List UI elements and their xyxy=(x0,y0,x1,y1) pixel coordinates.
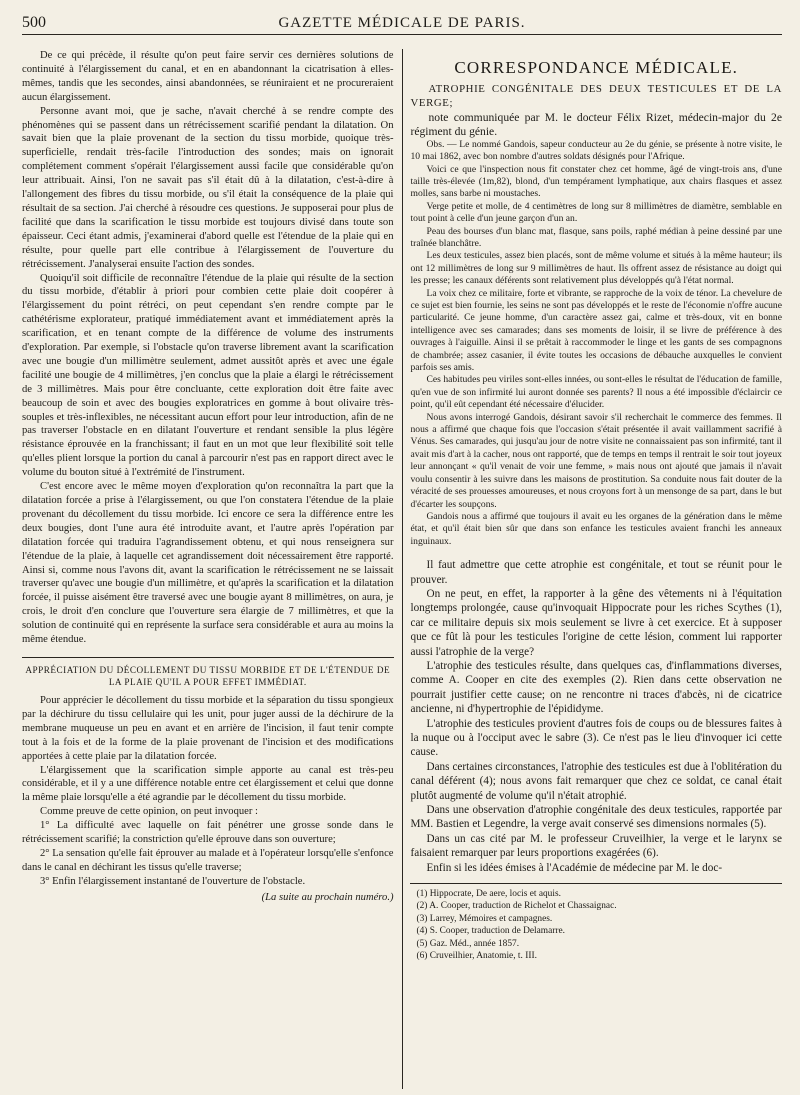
two-column-body xyxy=(22,49,782,1089)
list-item: 2° La sensation qu'elle fait éprouver au malade et à l'opérateur lorsqu'elle s'enfonce dans le canal en déchirant les tissus qu'elle traverse; xyxy=(22,847,394,873)
left-paragraph: C'est encore avec le même moyen d'exploration qu'on reconnaîtra la part que la dilatation forcée a prise à l'élargissement, ou que l'on constatera l'étendue de la plaie provenant du décollement du tissu morbide. Ici encore ce sera la différence entre les deux bougies, dont l'une aura été introduite avant, et l'autre après l'opération par dilatation forcée qui traduira l'agrandissement obtenu, et qui nous renseignera sur l'étendue de la plaie, à laquelle cet agrandissement doit nécessairement être rapporté. Ainsi si, comme nous l'avons dit, avant la scarification le rétrécissement ne se laissait traverser qu'avec une bougie d'un millimètre, et qu'après la scarification et la dilatation forcée, il puisse aisément être traversé avec une bougie ayant 8 millimètres, on aura, je crois, le droit d'en conclure que l'ouverture sera élargie de 7 millimètres, et que la solution de continuité qui en représente la surface sera considérable et aura au moins la même étendue. xyxy=(22,481,394,646)
section-paragraph: L'élargissement que la scarification simple apporte au canal est très-peu considérable, et il y a une différence notable entre cet élargissement et celui que donne la même plaie lorsqu'elle a été agrandie par le décollement du tissu morbide. xyxy=(22,764,394,804)
right-column xyxy=(402,49,782,1089)
footnote: (6) Cruveilhier, Anatomie, t. III. xyxy=(416,951,537,962)
article-byline: note communiquée par M. le docteur Félix Rizet, médecin-major du 2e régiment du génie. xyxy=(410,110,782,138)
left-paragraph: De ce qui précède, il résulte qu'on peut faire servir ces dernières solutions de continuité à l'élargissement du canal, et en en abandonnant la cicatrisation à elles-mêmes, tandis que les secondes, ainsi abandonnées, se réuniraient et ne procureraient aucun élargissement. xyxy=(22,50,394,103)
discussion-paragraph: Il faut admettre que cette atrophie est congénitale, et tout se réunit pour le prouver. xyxy=(410,559,782,586)
section-paragraph: Pour apprécier le décollement du tissu morbide et la séparation du tissu spongieux par la déchirure du tissu cellulaire qui les unit, pour juger aussi de la déchirure de la membrane muqueuse un peu en avant et en arrière de l'incision, il faut tenir compte tout à la fois et de la forme de la plaie provenant de l'incision et des modifications apportées à cette plaie par la dilatation forcée. xyxy=(22,694,394,762)
footnote: (3) Larrey, Mémoires et campagnes. xyxy=(416,913,553,924)
left-paragraph: Quoiqu'il soit difficile de reconnaître l'étendue de la plaie qui résulte de la section du tissu morbide, d'établir à priori pour combien cette plaie doit coopérer à l'élargissement du point rétréci, on peut cependant s'en rendre compte par le cathétérisme explorateur, pratiqué immédiatement avant et immédiatement après la scarification, et en tenant compte de la différence de volume des instruments d'exploration. Par exemple, si l'obstacle qu'on traverse librement avant la scarification avec une bougie d'un millimètre seulement, admet aussitôt après et avec une égale facilité une bougie de 4 millimètres, j'en conclus que la plaie a élargi le rétrécissement de 3 millimètres. Mais pour être concluante, cette exploration doit être faite avec beaucoup de soin et avec des bougies exploratrices en gomme à bout olivaire très-souples et très-inflexibles, ne nécessitant aucun effort pour leur introduction, afin de ne pas traverser l'obstacle en en dilatant l'ouverture et rendant sensible la plus légère résistance éprouvée en la franchissant; il faut en un mot que leur flexibilité soit telle qu'elles plient lorsque la portion du canal à parcourir n'est pas en rapport direct avec le volume du bouton situé à l'extrémité de l'instrument. xyxy=(22,272,394,479)
observation-paragraph: Nous avons interrogé Gandois, désirant savoir s'il recherchait le commerce des femmes. Il nous a affirmé que chaque fois que l'occasion s'était présentée il avait vaillamment sacrifié à Vénus. Ses camarades, qui jusqu'au jour de notre visite ne connaissaient pas son infirmité, tant il avait mis d'art à la cacher, nous ont rapporté, que de temps en temps il rentrait le soir tout joyeux leur annonçant « qu'il venait de voir une femme, » mais nous ont ajouté que jamais il n'avait voulu consentir à les suivre dans les maisons de prostitution. Sa conduite nous fait douter de la véracité de ses prouesses amoureuses, et nous croyons fort à un mensonge de sa part, dans le but d'écarter les soupçons. xyxy=(410,411,782,510)
observation-paragraph: Ces habitudes peu viriles sont-elles innées, ou sont-elles le résultat de l'éducation de famille, qu'en vue de son infirmité lui auront donnée ses parents? Il nous a été impossible d'éclaircir ce point, qu'il eût cependant été nécessaire d'élucider. xyxy=(410,374,782,411)
footnote: (2) A. Cooper, traduction de Richelot et Chassaignac. xyxy=(416,901,617,912)
observation-paragraph: Voici ce que l'inspection nous fit constater chez cet homme, âgé de vingt-trois ans, d'une taille très-élevée (1m,82), blond, d'un tempérament lymphatique, aux chairs flasques et assez molles, sans barbe ni moustaches. xyxy=(410,163,782,200)
observation-paragraph: Gandois nous a affirmé que toujours il avait eu les organes de la génération dans le même état, et qu'il était bien sûr que dans son enfance les testicules avaient franchi les anneaux inguinaux. xyxy=(410,510,782,547)
footnotes xyxy=(410,883,782,962)
list-item: 3° Enfin l'élargissement instantané de l'ouverture de l'obstacle. xyxy=(40,875,306,887)
observation-paragraph: Les deux testicules, assez bien placés, sont de même volume et situés à la même hauteur; ils ont 12 millimètres de long sur 9 millimètres de haut. Ils offrent assez de résistance au doigt qui les presse; les canaux déférents sont relativement plus développés qu'à l'état normal. xyxy=(410,250,782,287)
discussion-paragraph: On ne peut, en effet, la rapporter à la gêne des vêtements ni à l'équitation longtemps prolongée, cause qu'invoquait Hippocrate pour les riches Scythes (1), car ce militaire depuis six mois seulement se livre à cet exercice. Et à supposer que ce fût là pour les testicules l'origine de cette lésion, comment lui rapporter aussi l'atrophie de la verge? xyxy=(410,587,782,658)
continued-note: (La suite au prochain numéro.) xyxy=(261,891,394,903)
observation-paragraph: Obs. — Le nommé Gandois, sapeur conducteur au 2e du génie, se présente à notre visite, le 10 mai 1862, avec bon nombre d'autres soldats désignés pour l'Afrique. xyxy=(410,138,782,163)
observation-paragraph: La voix chez ce militaire, forte et vibrante, se rapproche de la voix de ténor. La chevelure de ce sujet est bien fournie, les seins ne sont pas développés et le reste de l'économie n'offre aucune particularité. Ce jeune homme, d'un caractère assez gai, calme et très-doux, vit en bonne intelligence avec ses camarades; dans ses moments de loisir, il se livre de préférence à des ouvrages à l'aiguille. Ainsi il se prêtait à raccommoder le linge et les gants de ses compagnons de chambrée; assez casanier, il évite toutes les occasions de débauche auxquelles le convient parfois ses amis. xyxy=(410,287,782,374)
observation-paragraph: Verge petite et molle, de 4 centimètres de long sur 8 millimètres de diamètre, semblable en tout point à celle d'un jeune garçon d'un an. xyxy=(410,200,782,225)
observation-block xyxy=(410,139,782,548)
left-paragraph: Personne avant moi, que je sache, n'avait cherché à se rendre compte des phénomènes qui se passent dans un rétrécissement scarifié pendant la dilatation. On savait bien que la plaie provenant de la section du tissu morbide, quoique très-superficielle, rendait très-facile l'introduction des sondes; mais on ignorait complétement comment s'opérait l'élargissement aussi facile que considérable qu'on leur attribuait. Ainsi, l'on ne savait pas s'il était dû à la dilatation, c'est-à-dire à l'allongement des fibres du tissu morbide, ou s'il était la conséquence de la plaie qui résultait de sa section. J'ai cherché à résoudre ces questions. Je supposerai pour plus de facilité que dans la scarification le tissu morbide est toujours divisé dans toute son épaisseur. Ceci étant admis, j'examinerai d'abord quelle est l'étendue de la plaie qui en résulte, pour quelle part elle contribue à l'élargissement de l'ouverture du rétrécissement. J'analyserai ensuite l'action des sondes. xyxy=(22,105,394,270)
footnote: (4) S. Cooper, traduction de Delamarre. xyxy=(416,926,566,937)
footnote: (1) Hippocrate, De aere, locis et aquis. xyxy=(416,889,561,900)
discussion-paragraph: Enfin si les idées émises à l'Académie de médecine par M. le doc- xyxy=(426,861,723,874)
section-title: APPRÉCIATION DU DÉCOLLEMENT DU TISSU MORBIDE ET DE L'ÉTENDUE DE LA PLAIE QU'IL A POUR EFFET IMMÉDIAT. xyxy=(22,657,394,688)
running-head xyxy=(22,14,782,35)
footnote: (5) Gaz. Méd., année 1857. xyxy=(416,938,520,949)
list-item: 1° La difficulté avec laquelle on fait pénétrer une grosse sonde dans le rétrécissement scarifié; la constriction qu'elle éprouve dans son ouverture; xyxy=(22,820,394,846)
journal-title: GAZETTE MÉDICALE DE PARIS. xyxy=(278,15,526,31)
discussion-paragraph: Dans un cas cité par M. le professeur Cruveilhier, la verge et le larynx se faisaient remarquer par leurs proportions exagérées (6). xyxy=(410,832,782,860)
discussion-paragraph: Dans certaines circonstances, l'atrophie des testicules est due à l'oblitération du canal déférent (4); nous avons fait remarquer que chez ce soldat, ce canal était plutôt augmenté de volume qu'il n'était atrophié. xyxy=(410,760,782,802)
discussion-paragraph: L'atrophie des testicules provient d'autres fois de coups ou de blessures faites à la nuque ou à l'occiput avec le sabre (3). Ce n'est pas le lieu d'invoquer ici cette cause. xyxy=(410,717,782,759)
discussion-paragraph: L'atrophie des testicules résulte, dans quelques cas, d'inflammations diverses, comme A. Cooper en cite des exemples (2). Rien dans cette observation ne pourrait justifier cette cause; on ne rencontre ni traces d'abcès, ni de cicatrice ancienne, ni d'hypertrophie de l'épididyme. xyxy=(410,659,782,716)
discussion-paragraph: Dans une observation d'atrophie congénitale des deux testicules, rapportée par MM. Bastien et Legendre, la verge avait conservé ses dimensions normales (5). xyxy=(410,804,782,831)
page-number: 500 xyxy=(22,14,46,31)
discussion-block xyxy=(410,558,782,875)
block-gap xyxy=(410,548,782,558)
rubric-title: CORRESPONDANCE MÉDICALE. xyxy=(454,58,739,77)
article-title: ATROPHIE CONGÉNITALE DES DEUX TESTICULES ET DE LA VERGE; xyxy=(410,82,782,109)
observation-paragraph: Peau des bourses d'un blanc mat, flasque, sans poils, raphé médian à peine dessiné par une traînée blanchâtre. xyxy=(410,225,782,249)
left-column xyxy=(22,49,402,1089)
list-intro: Comme preuve de cette opinion, on peut invoquer : xyxy=(40,806,258,818)
